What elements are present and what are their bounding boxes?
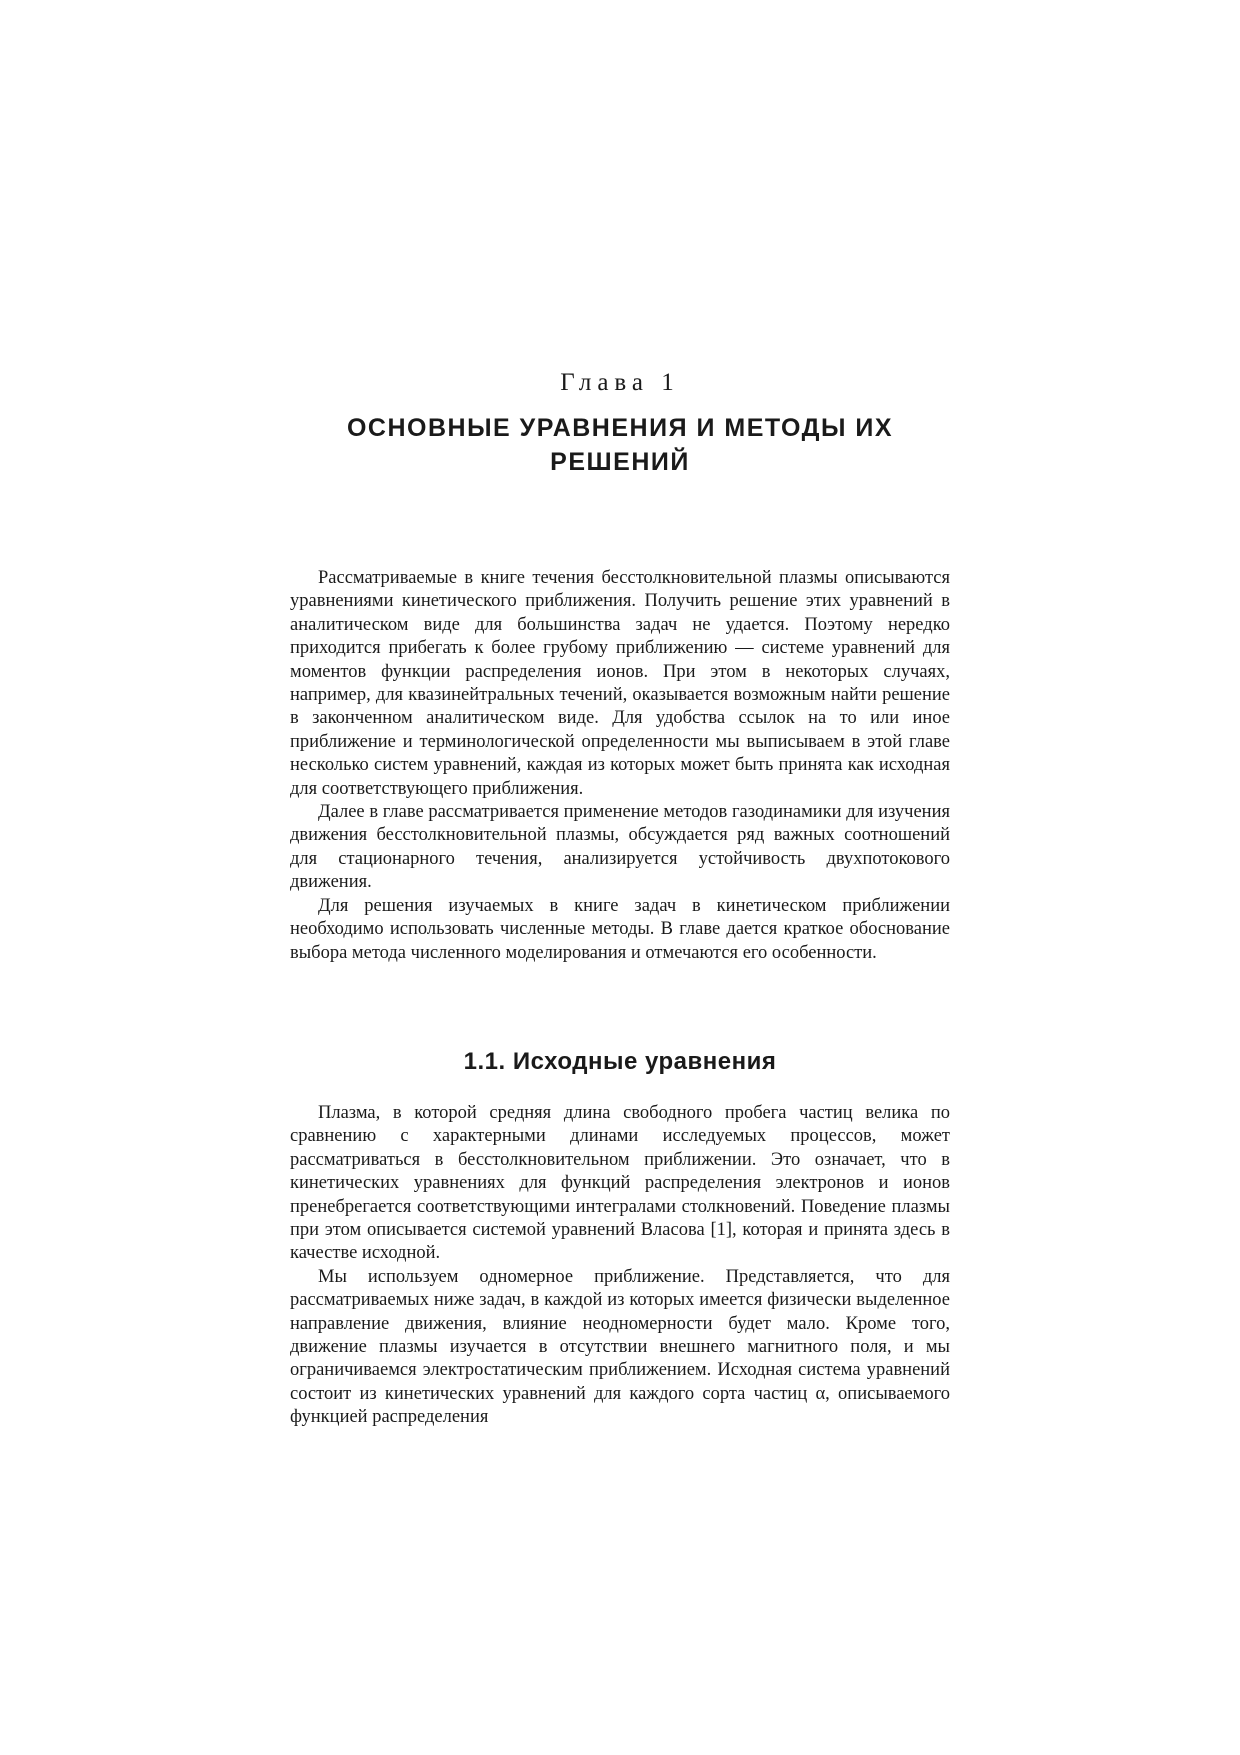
section-paragraph: Плазма, в которой средняя длина свободного пробега частиц велика по сравнению с характерными длинами исследуемых процессов, может рассматриваться в бесстолкновительном приближении. Это означает, что в кинетических уравнениях для функций распределения электронов и ионов пренебрегается соответствующими интегралами столкновений. Поведение плазмы при этом описывается системой уравнений Власова [1], которая и принята здесь в качестве исходной. (290, 1103, 950, 1264)
section-title: 1.1. Исходные уравнения (463, 1048, 777, 1075)
chapter-label: Глава 1 (560, 369, 680, 396)
intro-paragraph: Рассматриваемые в книге течения бесстолкновительной плазмы описываются уравнениями кинетического приближения. Получить решение этих уравнений в аналитическом виде для большинства задач не удается. Поэтому нередко приходится прибегать к более грубому приближению — системе уравнений для моментов функции распределения ионов. При этом в некоторых случаях, например, для квазинейтральных течений, оказывается возможным найти решение в законченном аналитическом виде. Для удобства ссылок на то или иное приближение и терминологической определенности мы выписываем в этой главе несколько систем уравнений, каждая из которых может быть принята как исходная для соответствующего приближения. (290, 568, 950, 799)
intro-paragraph: Далее в главе рассматривается применение методов газодинамики для изучения движения бесстолкновительной плазмы, обсуждается ряд важных соотношений для стационарного течения, анализируется устойчивость двухпотокового движения. (290, 802, 950, 893)
chapter-intro (290, 567, 950, 965)
chapter-title: ОСНОВНЫЕ УРАВНЕНИЯ И МЕТОДЫ ИХ РЕШЕНИЙ (346, 414, 894, 476)
section-paragraph: Мы используем одномерное приближение. Представляется, что для рассматриваемых ниже задач, в каждой из которых имеется физически выделенное направление движения, влияние неодномерности будет мало. Кроме того, движение плазмы изучается в отсутствии внешнего магнитного поля, и мы ограничиваемся электростатическим приближением. Исходная система уравнений состоит из кинетических уравнений для каждого сорта частиц α, описываемого функцией распределения (290, 1266, 950, 1428)
intro-paragraph: Для решения изучаемых в книге задач в кинетическом приближении необходимо использовать численные методы. В главе дается краткое обоснование выбора метода численного моделирования и отмечаются его особенности. (290, 895, 950, 963)
section-body (290, 1102, 950, 1430)
